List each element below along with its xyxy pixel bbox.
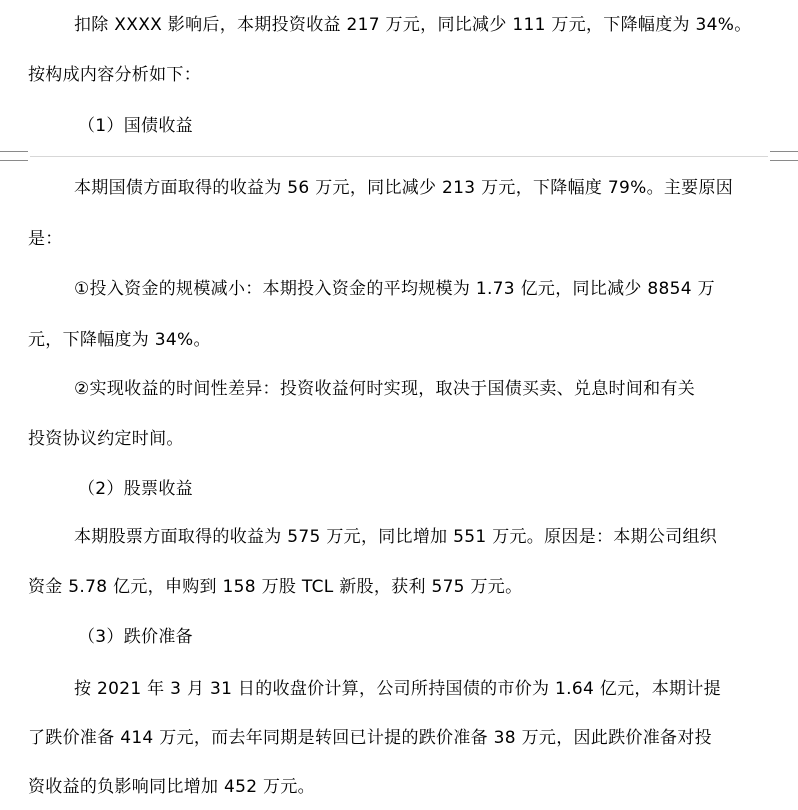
paragraph-reason-2-line-1: ②实现收益的时间性差异：投资收益何时实现，取决于国债买卖、兑息时间和有关 bbox=[74, 379, 696, 399]
paragraph-reason-1-line-2: 元，下降幅度为 34%。 bbox=[28, 330, 211, 350]
section-heading-treasury-income: （1）国债收益 bbox=[78, 116, 193, 136]
section-heading-stock-income: （2）股票收益 bbox=[78, 479, 193, 499]
page-break-line bbox=[30, 156, 768, 157]
paragraph-reason-2-line-2: 投资协议约定时间。 bbox=[28, 429, 184, 449]
paragraph-treasury-income-line-1: 本期国债方面取得的收益为 56 万元，同比减少 213 万元，下降幅度 79%。主要原因 bbox=[74, 178, 734, 198]
paragraph-treasury-income-line-2: 是： bbox=[28, 229, 63, 249]
page-break-left-mark bbox=[0, 151, 28, 161]
paragraph-investment-summary-line-1: 扣除 XXXX 影响后，本期投资收益 217 万元，同比减少 111 万元，下降幅度为 34%。 bbox=[74, 15, 752, 35]
paragraph-stock-income-line-1: 本期股票方面取得的收益为 575 万元，同比增加 551 万元。原因是：本期公司组织 bbox=[74, 527, 718, 547]
paragraph-investment-summary-line-2: 按构成内容分析如下： bbox=[28, 65, 201, 85]
paragraph-impairment-line-3: 资收益的负影响同比增加 452 万元。 bbox=[28, 777, 315, 797]
paragraph-reason-1-line-1: ①投入资金的规模减小：本期投入资金的平均规模为 1.73 亿元，同比减少 8854 万 bbox=[74, 279, 715, 299]
paragraph-stock-income-line-2: 资金 5.78 亿元，申购到 158 万股 TCL 新股，获利 575 万元。 bbox=[28, 577, 523, 597]
paragraph-impairment-line-2: 了跌价准备 414 万元，而去年同期是转回已计提的跌价准备 38 万元，因此跌价准备对投 bbox=[28, 728, 712, 748]
section-heading-impairment-reserve: （3）跌价准备 bbox=[78, 627, 193, 647]
page-break-marker bbox=[0, 156, 798, 157]
page-break-right-mark bbox=[770, 151, 798, 161]
paragraph-impairment-line-1: 按 2021 年 3 月 31 日的收盘价计算，公司所持国债的市价为 1.64 亿元，本期计提 bbox=[74, 679, 721, 699]
